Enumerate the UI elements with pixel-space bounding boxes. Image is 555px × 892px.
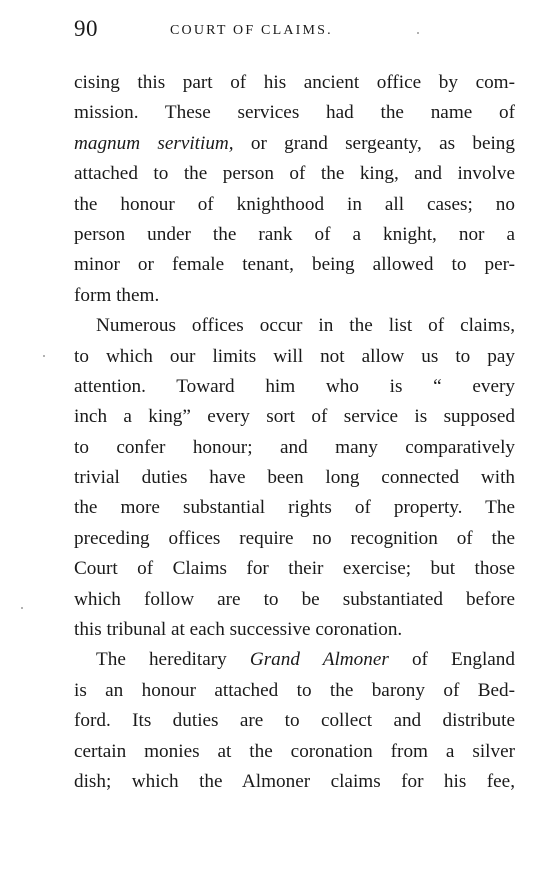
- text-line: mission. These services had the name of: [74, 102, 515, 124]
- text-line: the honour of knighthood in all cases; no: [74, 193, 515, 215]
- text-line: certain monies at the coronation from a silver: [74, 740, 515, 762]
- margin-speck: [43, 355, 45, 357]
- text-line: to which our limits will not allow us to pay: [74, 345, 515, 367]
- italic-term: magnum servitium,: [74, 132, 234, 154]
- running-head: COURT OF CLAIMS.: [170, 23, 333, 38]
- text-line: the more substantial rights of property. The: [74, 497, 515, 519]
- body-text: [74, 68, 515, 797]
- text-line: form them.: [74, 284, 160, 306]
- text-line: cising this part of his ancient office by com-: [74, 72, 515, 93]
- text-line: attention. Toward him who is “ every: [74, 375, 515, 397]
- text-line: ford. Its duties are to collect and distribute: [74, 710, 515, 732]
- paragraph-1: [74, 68, 515, 311]
- italic-term: Grand Almoner: [249, 649, 389, 671]
- text-line: Numerous offices occur in the list of claims,: [96, 315, 515, 337]
- text-line: this tribunal at each successive coronation.: [74, 619, 403, 641]
- text-line: [74, 129, 515, 159]
- text-line: preceding offices require no recognition of the: [74, 527, 515, 549]
- text-line: is an honour attached to the barony of Bed-: [74, 679, 515, 701]
- text-line: which follow are to be substantiated before: [74, 588, 515, 610]
- text-run: of England: [388, 649, 515, 671]
- text-line: [74, 645, 515, 675]
- text-line: inch a king” every sort of service is supposed: [74, 406, 515, 428]
- text-run: or grand sergeanty, as being: [233, 132, 515, 154]
- text-run: The hereditary: [96, 649, 250, 671]
- page-header: [74, 14, 514, 48]
- text-line: to confer honour; and many comparatively: [74, 436, 515, 458]
- text-line: attached to the person of the king, and involve: [74, 163, 515, 185]
- text-line: trivial duties have been long connected with: [74, 467, 515, 489]
- margin-speck: [21, 607, 23, 609]
- text-line: dish; which the Almoner claims for his fee,: [74, 770, 515, 792]
- paragraph-2: [74, 311, 515, 645]
- text-line: Court of Claims for their exercise; but those: [74, 558, 515, 580]
- text-line: minor or female tenant, being allowed to per-: [74, 254, 515, 276]
- paragraph-3: [74, 645, 515, 797]
- page-number: 90: [74, 16, 98, 41]
- text-line: person under the rank of a knight, nor a: [74, 223, 515, 245]
